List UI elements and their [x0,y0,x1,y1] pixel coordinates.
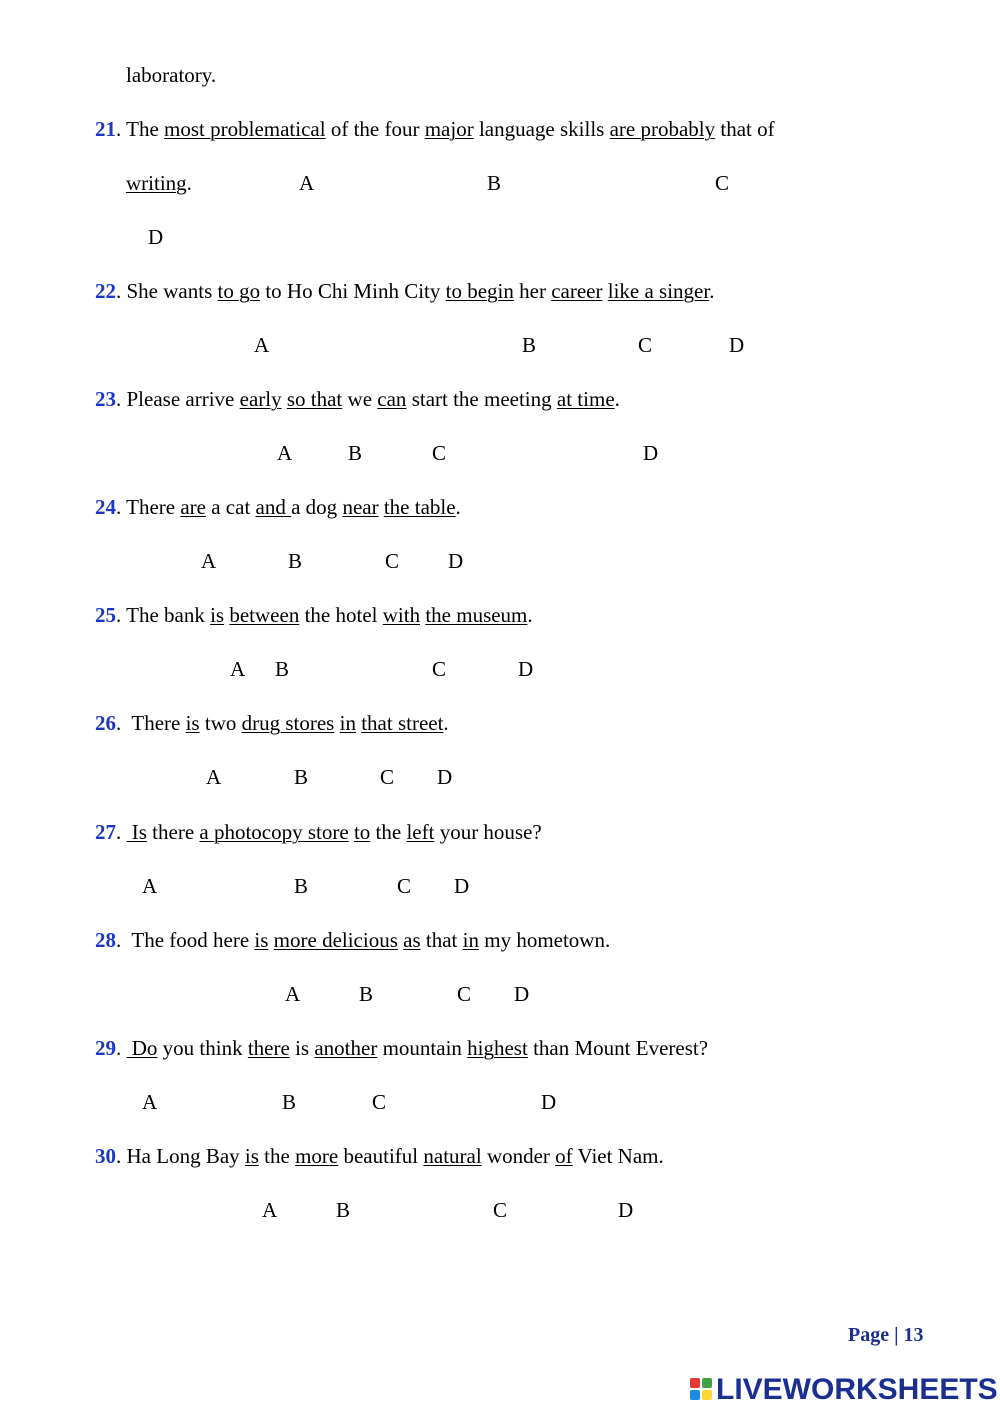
option-a: is [185,711,200,735]
question-21 [95,116,775,142]
label-a: A [201,549,217,573]
option-a: to go [217,279,261,303]
option-d: writing [126,171,187,195]
q-text: . The bank [116,603,211,627]
option-d: the table [383,495,456,519]
option-c: career [551,279,603,303]
label-d: D [454,874,470,898]
option-c: as [403,928,421,952]
label-b: B [348,441,363,465]
option-d: highest [467,1036,528,1060]
q-text: is [289,1036,315,1060]
option-c: can [377,387,407,411]
label-c: C [432,657,447,681]
option-b: and [255,495,292,519]
option-a: is [210,603,225,627]
label-d: D [729,333,745,357]
q-text: . The [116,117,165,141]
q-text: beautiful [338,1144,424,1168]
label-c: C [380,765,395,789]
q-text: . Please arrive [116,387,240,411]
q-text: . [709,279,715,303]
option-d: that street [361,711,444,735]
q-text: to Ho Chi Minh City [260,279,446,303]
question-27 [95,819,542,845]
continuation-text: laboratory. [126,63,217,87]
option-b: there [247,1036,290,1060]
label-d: D [541,1090,557,1114]
q-text: . [527,603,533,627]
question-number: 28 [95,928,116,952]
q-text: her [513,279,552,303]
q-text: . She wants [116,279,218,303]
q-text: my hometown. [478,928,611,952]
option-a: early [239,387,282,411]
logo-mark-icon [690,1378,712,1402]
q-text: . [443,711,449,735]
option-d: in [462,928,479,952]
option-c: in [339,711,356,735]
label-b: B [288,549,303,573]
label-d: D [148,225,164,249]
label-a: A [299,171,315,195]
question-24 [95,494,461,520]
q-text: . [614,387,620,411]
q-text: . There [116,495,181,519]
option-a: most problematical [164,117,326,141]
label-d: D [518,657,534,681]
q-text: . [116,820,127,844]
label-d: D [437,765,453,789]
label-b: B [359,982,374,1006]
q-text: your house? [434,820,542,844]
q-text: language skills [473,117,610,141]
question-28 [95,927,610,953]
label-d: D [448,549,464,573]
option-a: is [254,928,269,952]
question-25 [95,602,533,628]
question-number: 23 [95,387,116,411]
q-text: . [186,171,192,195]
label-a: A [277,441,293,465]
q-text: the [370,820,407,844]
question-number: 22 [95,279,116,303]
question-30 [95,1143,664,1169]
q-text: the [258,1144,296,1168]
label-a: A [142,874,158,898]
label-a: A [262,1198,278,1222]
option-b: between [229,603,300,627]
q-text: the hotel [299,603,383,627]
option-b: to begin [445,279,514,303]
label-c: C [397,874,412,898]
question-number: 27 [95,820,116,844]
question-29 [95,1035,708,1061]
option-c: with [382,603,421,627]
label-c: C [432,441,447,465]
q-text: start the meeting [406,387,557,411]
q-text: . Ha Long Bay [116,1144,245,1168]
label-a: A [230,657,246,681]
q-text: that of [715,117,775,141]
q-text: . [455,495,461,519]
option-c: near [342,495,379,519]
label-c: C [715,171,730,195]
option-c: natural [423,1144,482,1168]
option-a: are [180,495,206,519]
label-a: A [206,765,222,789]
option-a: Is [126,820,147,844]
option-b: more [295,1144,339,1168]
label-c: C [638,333,653,357]
logo-text: LIVEWORKSHEETS [716,1373,998,1406]
question-number: 30 [95,1144,116,1168]
q-text: than Mount Everest? [527,1036,709,1060]
label-d: D [643,441,659,465]
option-a: is [244,1144,259,1168]
q-text: . There [116,711,186,735]
label-b: B [282,1090,297,1114]
q-text: . [116,1036,127,1060]
label-a: A [285,982,301,1006]
question-number: 26 [95,711,116,735]
label-d: D [514,982,530,1006]
option-a: Do [126,1036,158,1060]
option-d: of [555,1144,573,1168]
page-number: Page | 13 [848,1324,924,1346]
question-number: 29 [95,1036,116,1060]
q-text: of the four [325,117,425,141]
q-text: . The food here [116,928,255,952]
q-text: Viet Nam. [572,1144,664,1168]
option-b: so that [286,387,343,411]
q-text: two [199,711,242,735]
label-b: B [487,171,502,195]
q-text: we [342,387,378,411]
question-23 [95,386,620,412]
label-b: B [336,1198,351,1222]
question-26 [95,710,449,736]
question-21-line2 [126,170,192,196]
label-b: B [294,874,309,898]
label-a: A [254,333,270,357]
option-d: like a singer [607,279,710,303]
label-a: A [142,1090,158,1114]
label-c: C [457,982,472,1006]
label-c: C [372,1090,387,1114]
option-c: another [314,1036,378,1060]
option-b: major [424,117,474,141]
option-b: a photocopy store [199,820,349,844]
option-c: are probably [609,117,716,141]
label-b: B [275,657,290,681]
option-d: at time [556,387,615,411]
q-text: you think [157,1036,248,1060]
option-d: left [406,820,435,844]
q-text: wonder [481,1144,556,1168]
q-text: there [146,820,200,844]
label-b: B [522,333,537,357]
q-text: a dog [291,495,343,519]
option-b: more delicious [273,928,398,952]
option-d: the museum [425,603,528,627]
q-text: mountain [377,1036,468,1060]
question-number: 21 [95,117,116,141]
label-c: C [385,549,400,573]
question-number: 25 [95,603,116,627]
q-text: that [420,928,463,952]
question-number: 24 [95,495,116,519]
label-b: B [294,765,309,789]
option-c: to [353,820,371,844]
liveworksheets-logo [690,1370,998,1410]
q-text: a cat [205,495,256,519]
label-c: C [493,1198,508,1222]
option-b: drug stores [241,711,335,735]
question-22 [95,278,714,304]
label-d: D [618,1198,634,1222]
